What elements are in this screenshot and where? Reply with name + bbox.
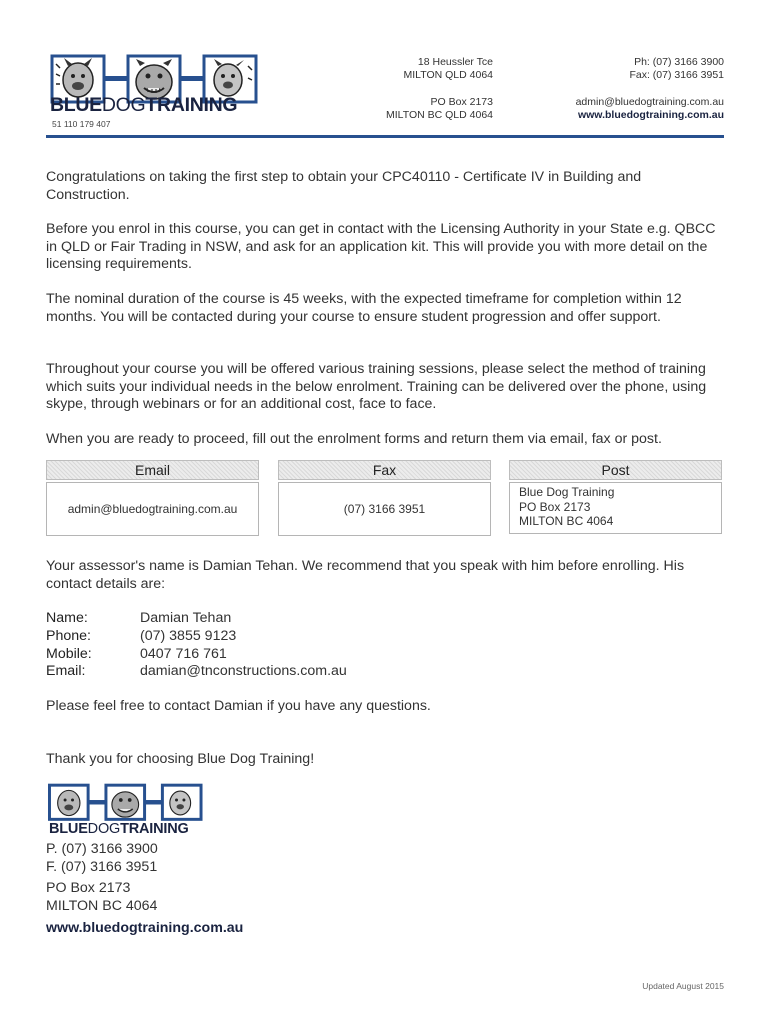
email-label: Email: — [46, 663, 86, 679]
post-box-title: Post — [509, 460, 722, 480]
paragraph-proceed: When you are ready to proceed, fill out the enrolment forms and return them via email, fax or post. — [46, 431, 662, 447]
paragraph-intro: Congratulations on taking the first step to obtain your CPC40110 - Certificate IV in Building and Construction. — [46, 169, 642, 203]
brand-training: TRAINING — [145, 94, 238, 116]
post-method-box — [509, 460, 722, 534]
header-divider — [46, 135, 724, 138]
phone-label: Phone: — [46, 628, 91, 644]
fax-box-title: Fax — [278, 460, 491, 480]
email-value[interactable]: damian@tnconstructions.com.au — [140, 663, 347, 679]
phone-value: (07) 3855 9123 — [140, 628, 237, 644]
name-label: Name: — [46, 610, 88, 626]
sig-brand-training: TRAINING — [120, 821, 189, 837]
header-fax: Fax: (07) 3166 3951 — [629, 69, 724, 81]
paragraph-questions: Please feel free to contact Damian if you have any questions. — [46, 698, 431, 714]
phone-fax — [629, 56, 724, 82]
email-box-value[interactable]: admin@bluedogtraining.com.au — [67, 502, 238, 516]
post-line-2: PO Box 2173 — [519, 499, 591, 514]
signature-logo — [48, 783, 204, 823]
mobile-label: Mobile: — [46, 646, 92, 662]
sig-brand-dog: DOG — [87, 821, 121, 837]
brand-wordmark — [50, 94, 237, 117]
brand-blue: BLUE — [50, 94, 102, 116]
sig-phone: P. (07) 3166 3900 — [46, 841, 158, 857]
name-value: Damian Tehan — [140, 610, 232, 626]
paragraph-assessor: Your assessor's name is Damian Tehan. We recommend that you speak with him before enrolling. His contact details are: — [46, 558, 685, 592]
sig-brand-blue: BLUE — [49, 821, 88, 837]
updated-note: Updated August 2015 — [642, 981, 724, 991]
fax-box-value: (07) 3166 3951 — [343, 502, 426, 516]
signature-address — [46, 880, 157, 915]
sig-pobox-1: PO Box 2173 — [46, 880, 131, 896]
sig-pobox-2: MILTON BC 4064 — [46, 897, 158, 914]
brand-dog: DOG — [101, 94, 146, 116]
street-address — [404, 56, 493, 82]
fax-method-box — [278, 460, 491, 536]
postal-address — [386, 96, 493, 122]
signature-contacts — [46, 841, 158, 876]
sig-website[interactable]: www.bluedogtraining.com.au — [46, 920, 244, 936]
email-box-title: Email — [46, 460, 259, 480]
post-line-1: Blue Dog Training — [519, 485, 615, 499]
signature-wordmark — [49, 821, 189, 837]
header-website[interactable]: www.bluedogtraining.com.au — [577, 109, 724, 121]
email-web — [576, 96, 724, 122]
email-method-box — [46, 460, 259, 536]
paragraph-licensing: Before you enrol in this course, you can get in contact with the Licensing Authority in your State e.g. QBCC in QLD or Fair Trading in NSW, and ask for an application kit. This will provide you with more detail on the licensing requirements. — [46, 221, 716, 273]
post-line-3: MILTON BC 4064 — [519, 514, 614, 528]
pobox-line-1: PO Box 2173 — [430, 96, 493, 108]
paragraph-duration: The nominal duration of the course is 45 weeks, with the expected timeframe for completion within 12 months. You will be contacted during your course to ensure student progression and offer support. — [46, 291, 682, 325]
street-line-2: MILTON QLD 4064 — [403, 69, 493, 81]
abn-number: 51 110 179 407 — [52, 119, 111, 129]
street-line-1: 18 Heussler Tce — [417, 56, 493, 68]
header-email[interactable]: admin@bluedogtraining.com.au — [575, 96, 724, 108]
header-phone: Ph: (07) 3166 3900 — [634, 56, 724, 68]
pobox-line-2: MILTON BC QLD 4064 — [386, 109, 493, 121]
paragraph-training: Throughout your course you will be offered various training sessions, please select the method of training which suits your individual needs in the below enrolment. Training can be delivered over the phone, using skype, through webinars or for an additional cost, face to face. — [46, 361, 707, 413]
mobile-value: 0407 716 761 — [140, 646, 227, 662]
paragraph-thanks: Thank you for choosing Blue Dog Training! — [46, 751, 315, 767]
sig-fax: F. (07) 3166 3951 — [46, 858, 158, 875]
